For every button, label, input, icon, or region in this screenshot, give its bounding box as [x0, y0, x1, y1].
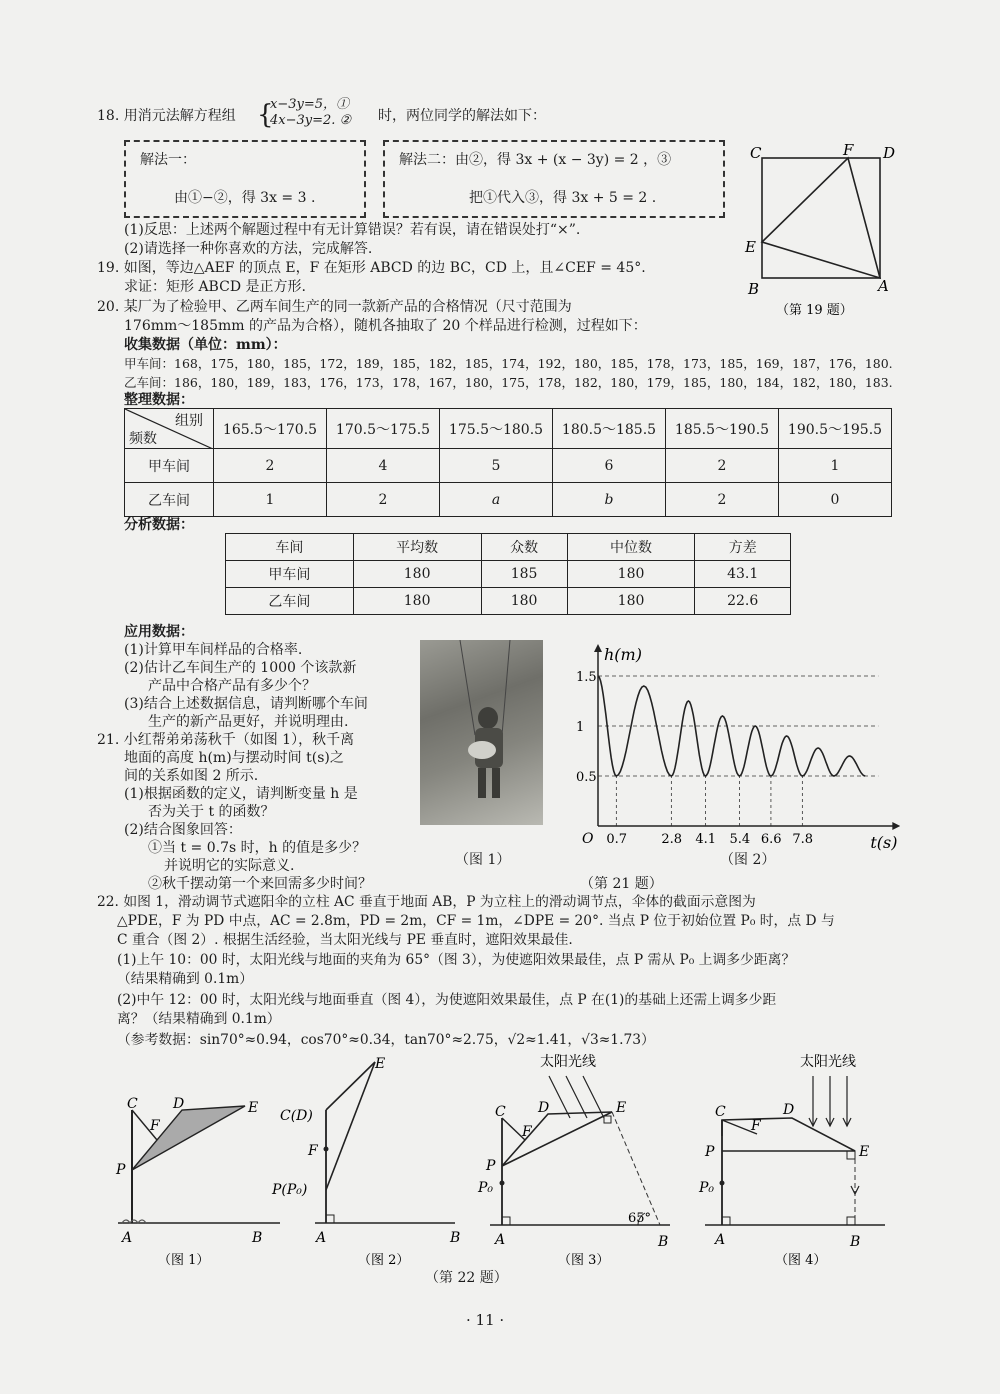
table-cell: b: [553, 483, 666, 517]
q22-sub2b: 离？（结果精确到 0.1m）: [117, 1011, 281, 1027]
stats-header: 车间: [226, 534, 354, 561]
svg-text:B: B: [252, 1230, 263, 1246]
table-cell: 0: [779, 483, 892, 517]
stats-header: 中位数: [567, 534, 695, 561]
stats-header: 平均数: [353, 534, 481, 561]
stats-header: 方差: [695, 534, 791, 561]
q20-line1: 20. 某厂为了检验甲、乙两车间生产的同一款新产品的合格情况（尺寸范围为: [97, 299, 572, 315]
q21-line: 否为关于 t 的函数？: [148, 804, 275, 820]
svg-text:A: A: [316, 1230, 327, 1246]
q22-fig2: [270, 1050, 465, 1275]
q18-sub2: (2)请选择一种你喜欢的方法，完成解答.: [124, 241, 373, 257]
svg-text:P(P₀): P(P₀): [272, 1182, 308, 1198]
svg-text:（图 4）: （图 4）: [775, 1253, 827, 1268]
q19-figure: [740, 138, 910, 318]
svg-text:A: A: [495, 1232, 506, 1248]
group-header: 170.5～175.5: [327, 409, 440, 449]
row-label: 乙车间: [125, 483, 214, 517]
svg-text:（图 2）: （图 2）: [358, 1253, 410, 1268]
analyze-title: 分析数据：: [124, 517, 194, 533]
q22-line1: 22. 如图 1，滑动调节式遮阳伞的立柱 AC 垂直于地面 AB，P 为立柱上的滑动调节点，伞体的截面示意图为: [97, 894, 756, 910]
label-a: A: [878, 277, 889, 295]
table-cell: 4: [327, 449, 440, 483]
apply-title: 应用数据：: [124, 624, 194, 640]
svg-text:P: P: [116, 1162, 126, 1178]
svg-text:太阳光线: 太阳光线: [800, 1054, 856, 1070]
method-one-title: 解法一：: [140, 152, 196, 168]
svg-text:P: P: [705, 1144, 715, 1160]
q22-ref: （参考数据：sin70°≈0.94，cos70°≈0.34，tan70°≈2.75，√2≈1.41，√3≈1.73）: [117, 1032, 655, 1048]
table-cell: 5: [440, 449, 553, 483]
group-header: 180.5～185.5: [553, 409, 666, 449]
x-axis-arrow: [892, 822, 900, 830]
q18-eq1: x−3y=5，①: [270, 97, 350, 112]
apply-item: 产品中合格产品有多少个？: [148, 678, 316, 694]
collect-title: 收集数据（单位：mm）：: [124, 337, 287, 353]
svg-text:F: F: [522, 1124, 532, 1140]
q19-caption: （第 19 题）: [776, 303, 853, 318]
q21-chart: [570, 636, 900, 856]
method-two-line2: 把①代入③，得 3x + 5 = 2 .: [469, 190, 657, 206]
method-two-box: [383, 140, 725, 218]
svg-text:P: P: [486, 1158, 496, 1174]
q21-line: 地面的高度 h(m)与摆动时间 t(s)之: [124, 750, 344, 766]
stats-cell: 43.1: [695, 561, 791, 588]
svg-text:F: F: [308, 1143, 318, 1159]
q21-line: (2)结合图象回答：: [124, 822, 242, 838]
origin-label: O: [582, 831, 594, 847]
svg-text:太阳光线: 太阳光线: [540, 1054, 596, 1070]
stats-cell: 185: [481, 561, 567, 588]
stats-cell: 180: [567, 588, 695, 615]
method-one-box: [124, 140, 366, 218]
svg-text:D: D: [538, 1100, 550, 1116]
x-tick-label: 5.4: [729, 832, 751, 847]
apply-item: (1)计算甲车间样品的合格率.: [124, 642, 303, 658]
group-header: 185.5～190.5: [666, 409, 779, 449]
svg-text:P₀: P₀: [478, 1180, 494, 1196]
svg-text:F: F: [150, 1118, 160, 1134]
svg-text:A: A: [122, 1230, 133, 1246]
svg-text:E: E: [375, 1056, 386, 1072]
method-two-line1: 解法二：由②，得 3x + (x − 3y) = 2 ，③: [399, 152, 672, 168]
q18-eq2: 4x−3y=2. ②: [270, 113, 352, 128]
stats-cell: 乙车间: [226, 588, 354, 615]
apply-item: (2)估计乙车间生产的 1000 个该款新: [124, 660, 357, 676]
yi-data: 乙车间：186，180，189，183，176，173，178，167，180，175，178，182，180，179，185，180，184，182，180，183.: [124, 375, 893, 390]
q19-line2: 求证：矩形 ABCD 是正方形.: [124, 279, 306, 295]
table-cell: 6: [553, 449, 666, 483]
svg-text:D: D: [173, 1096, 185, 1112]
triangle-aef: [762, 158, 880, 278]
svg-text:P₀: P₀: [699, 1180, 715, 1196]
q21-line: 间的关系如图 2 所示.: [124, 768, 259, 784]
x-tick-label: 0.7: [606, 832, 628, 847]
svg-text:C: C: [495, 1104, 506, 1120]
organize-title: 整理数据：: [124, 392, 194, 408]
q21-line: 21. 小红帮弟弟荡秋千（如图 1），秋千离: [97, 732, 355, 748]
stats-cell: 180: [567, 561, 695, 588]
q22-line2: △PDE，F 为 PD 中点，AC = 2.8m，PD = 2m，CF = 1m，∠DPE = 20°. 当点 P 位于初始位置 P₀ 时，点 D 与: [117, 913, 835, 929]
table-cell: 2: [327, 483, 440, 517]
table-cell: a: [440, 483, 553, 517]
q22-sub1a: (1)上午 10：00 时，太阳光线与地面的夹角为 65°（图 3），为使遮阳效果最佳，点 P 需从 P₀ 上调多少距离？: [117, 952, 796, 968]
table-cell: 1: [214, 483, 327, 517]
svg-text:E: E: [248, 1100, 259, 1116]
q18-stem-b: 时，两位同学的解法如下：: [378, 108, 546, 124]
apply-item: (3)结合上述数据信息，请判断哪个车间: [124, 696, 368, 712]
frequency-table: [124, 408, 892, 517]
q21-caption: （第 21 题）: [580, 876, 663, 892]
q21-fig2-caption: （图 2）: [720, 852, 776, 868]
table-cell: 2: [666, 449, 779, 483]
page-number: · 11 ·: [466, 1311, 505, 1329]
table-cell: 2: [666, 483, 779, 517]
svg-text:C: C: [715, 1104, 726, 1120]
svg-text:E: E: [616, 1100, 627, 1116]
y-tick-label: 1: [576, 720, 585, 735]
corner-bottom-label: 频数: [129, 431, 157, 447]
svg-text:（图 1）: （图 1）: [158, 1253, 210, 1268]
svg-text:D: D: [783, 1102, 795, 1118]
method-one-body: 由①−②，得 3x = 3 .: [174, 190, 316, 206]
q18-sub1: (1)反思：上述两个解题过程中有无计算错误？若有误，请在错误处打“×”.: [124, 222, 581, 238]
svg-text:A: A: [715, 1232, 726, 1248]
stats-cell: 180: [353, 561, 481, 588]
y-axis-arrow: [594, 644, 602, 652]
svg-text:F: F: [751, 1118, 761, 1134]
svg-text:B: B: [850, 1234, 861, 1250]
row-label: 甲车间: [125, 449, 214, 483]
svg-text:C: C: [127, 1096, 138, 1112]
corner-top-label: 组别: [175, 413, 203, 429]
y-axis-label: h(m): [604, 645, 642, 664]
q21-line: ①当 t = 0.7s 时，h 的值是多少？: [148, 840, 367, 856]
q21-line: (1)根据函数的定义，请判断变量 h 是: [124, 786, 358, 802]
apply-item: 生产的新产品更好，并说明理由.: [148, 714, 349, 730]
q21-line: 并说明它的实际意义.: [164, 858, 295, 874]
stats-cell: 甲车间: [226, 561, 354, 588]
statistics-table: [225, 533, 791, 615]
q22-fig1: [110, 1060, 290, 1275]
x-tick-label: 6.6: [760, 832, 782, 847]
q20-line2: 176mm～185mm 的产品为合格），随机各抽取了 20 个样品进行检测，过程如下：: [124, 318, 647, 334]
svg-text:（图 3）: （图 3）: [558, 1253, 610, 1268]
table-cell: 1: [779, 449, 892, 483]
table-cell: 2: [214, 449, 327, 483]
svg-text:65°: 65°: [628, 1211, 652, 1226]
q21-line: ②秋千摆动第一个来回需多少时间？: [148, 876, 372, 892]
x-axis-label: t(s): [870, 833, 898, 852]
x-tick-label: 4.1: [695, 832, 717, 847]
stats-cell: 180: [481, 588, 567, 615]
label-c: C: [750, 144, 762, 162]
q22-sub2a: (2)中午 12：00 时，太阳光线与地面垂直（图 4），为使遮阳效果最佳，点 P 在(1)的基础上还需上调多少距: [117, 992, 777, 1008]
stats-header: 众数: [481, 534, 567, 561]
group-header: 190.5～195.5: [779, 409, 892, 449]
stats-cell: 180: [353, 588, 481, 615]
swing-photo: [420, 640, 543, 825]
q18-stem-a: 18. 用消元法解方程组: [97, 108, 236, 124]
umbrella-shade: [132, 1106, 245, 1170]
label-f: F: [843, 141, 854, 159]
q22-fig4: [695, 1048, 895, 1273]
jia-data: 甲车间：168，175，180，185，172，189，185，182，185，174，192，180，185，178，173，185，169，187，176，180.: [124, 356, 893, 371]
q22-fig3: [470, 1048, 680, 1273]
q21-fig1-caption: （图 1）: [455, 852, 511, 868]
label-b: B: [748, 280, 760, 298]
group-header: 165.5～170.5: [214, 409, 327, 449]
corner-cell: [125, 409, 214, 449]
q22-caption: （第 22 题）: [425, 1270, 508, 1286]
x-tick-label: 7.8: [792, 832, 814, 847]
y-tick-label: 1.5: [576, 670, 597, 685]
svg-text:B: B: [658, 1234, 669, 1250]
brace: {: [257, 100, 274, 130]
y-tick-label: 0.5: [576, 770, 597, 785]
x-tick-label: 2.8: [661, 832, 683, 847]
group-header: 175.5～180.5: [440, 409, 553, 449]
q22-sub1b: （结果精确到 0.1m）: [117, 971, 253, 987]
label-d: D: [883, 144, 896, 162]
svg-text:B: B: [450, 1230, 461, 1246]
label-e: E: [745, 238, 756, 256]
stats-cell: 22.6: [695, 588, 791, 615]
q19-line1: 19. 如图，等边△AEF 的顶点 E，F 在矩形 ABCD 的边 BC，CD 上，且∠CEF = 45°.: [97, 260, 646, 276]
svg-text:C(D): C(D): [280, 1108, 313, 1124]
svg-text:E: E: [859, 1144, 870, 1160]
q22-line3: C 重合（图 2）. 根据生活经验，当太阳光线与 PE 垂直时，遮阳效果最佳.: [117, 932, 573, 948]
